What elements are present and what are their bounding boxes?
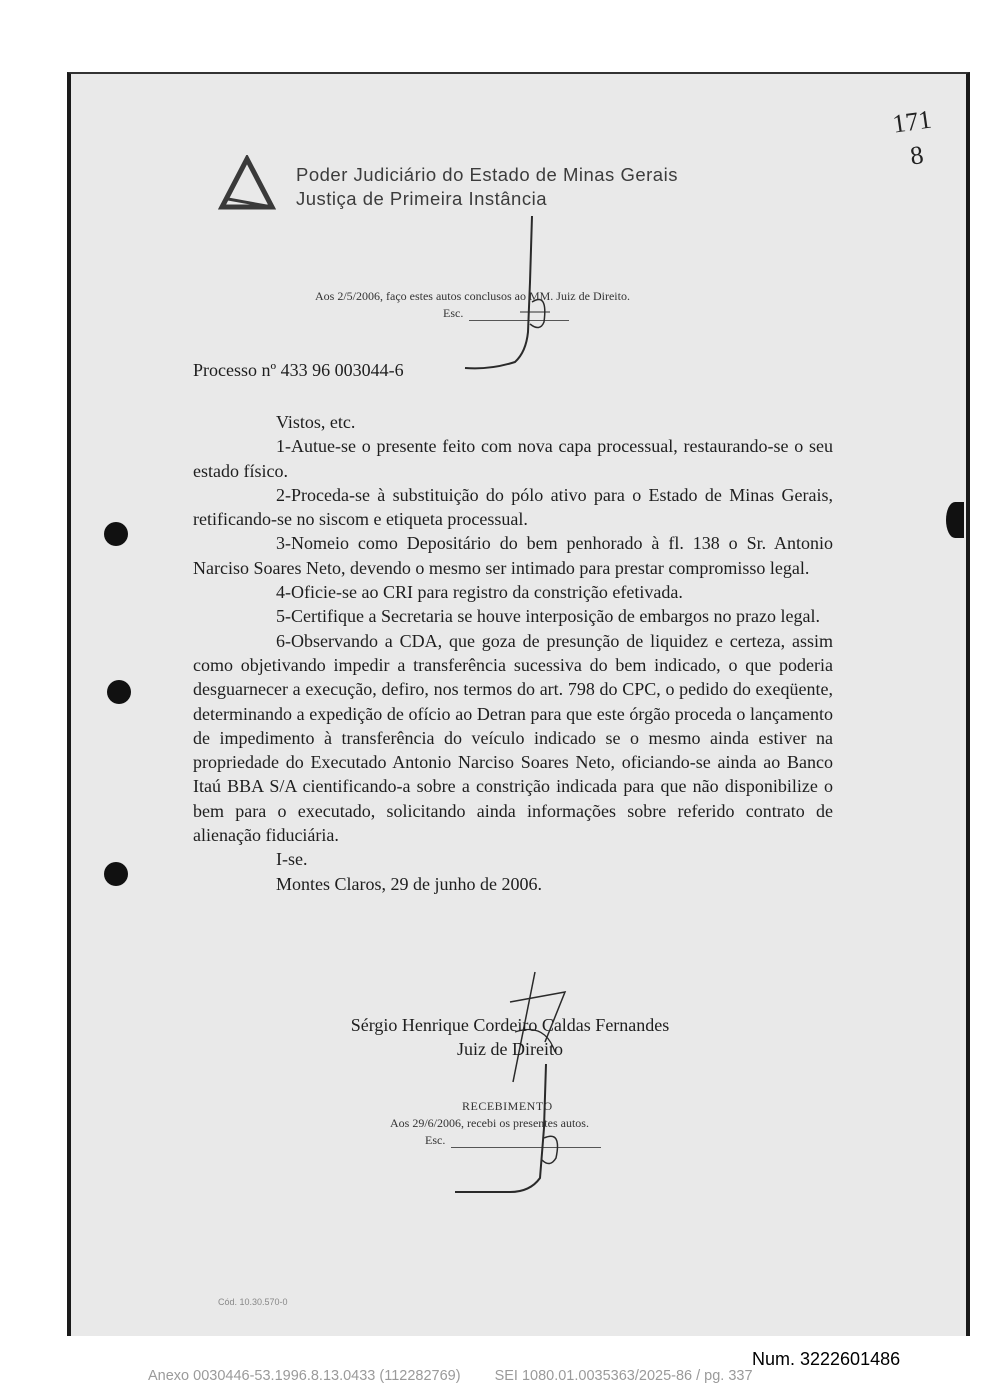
place-date: Montes Claros, 29 de junho de 2006. [276,873,542,894]
institution-header [296,163,678,211]
decision-item: 6-Observando a CDA, que goza de presunção de liquidez e certeza, assim como objetivando impedir a transferência sucessiva do bem indicado, o que poderia desguarnecer a execução, defiro, nos termos do art. 798 do CPC, o pedido do exeqüente, determinando a expedição de ofício ao Detran para que este órgão proceda o lançamento de impedimento à transferência do veículo indicado se o mesmo ainda estiver na propriedade do Executado Antonio Narciso Soares Neto, oficiando-se ainda ao Banco Itaú BBA S/A cientificando-a sobre a constrição indicada para que não disponibilize o bem para o executado, solicitando ainda informações sobre referido contrato de alienação fiduciária. [193,630,833,846]
decision-item: 2-Proceda-se à substituição do pólo ativo para o Estado de Minas Gerais, retificando-se no siscom e etiqueta processual. [193,484,833,530]
process-number: Processo nº 433 96 003044-6 [193,360,404,380]
signatory-name: Sérgio Henrique Cordeiro Caldas Fernandes [350,1015,670,1035]
judiciary-logo-icon [218,155,276,211]
esc-label: Esc. [425,1133,446,1147]
page-footer [148,1368,848,1384]
annex-reference: Anexo 0030446-53.1996.8.13.0433 (112282769) [148,1368,461,1384]
signature-block [300,1013,720,1061]
punch-hole [946,502,964,538]
signature-scribble [460,212,580,377]
conclusion-stamp-text: Aos 2/5/2006, faço estes autos conclusos ao MM. Juiz de Direito. [315,289,630,303]
sei-reference: SEI 1080.01.0035363/2025-86 / pg. 337 [494,1368,753,1384]
closing: I-se. [276,849,308,870]
decision-item: 5-Certifique a Secretaria se houve interposição de embargos no prazo legal. [276,606,820,627]
corner-annotation-line: 171 [890,104,934,139]
decision-item: 3-Nomeio como Depositário do bem penhorado à fl. 138 o Sr. Antonio Narciso Soares Neto, devendo o mesmo ser intimado para prestar compromisso legal. [193,533,833,578]
institution-line2: Justiça de Primeira Instância [296,188,547,209]
decision-item: 4-Oficie-se ao CRI para registro da constrição efetivada. [276,582,683,603]
receipt-title: RECEBIMENTO [462,1099,553,1113]
punch-hole [104,522,128,546]
institution-line1: Poder Judiciário do Estado de Minas Gerais [296,164,678,185]
salutation: Vistos, etc. [276,412,356,432]
punch-hole [104,862,128,886]
signatory-title: Juiz de Direito [457,1039,563,1059]
punch-hole [107,680,131,704]
decision-item: 1-Autue-se o presente feito com nova capa processual, restaurando-se o seu estado físico. [193,436,833,481]
esc-label: Esc. [443,306,464,320]
receipt-text: Aos 29/6/2006, recebi os presentes autos. [390,1116,589,1130]
corner-annotation-line: 8 [908,140,926,171]
signature-scribble [450,1058,580,1200]
form-code: Cód. 10.30.570-0 [218,1297,288,1307]
decision-body [193,410,833,896]
document-number: Num. 3222601486 [752,1349,901,1369]
